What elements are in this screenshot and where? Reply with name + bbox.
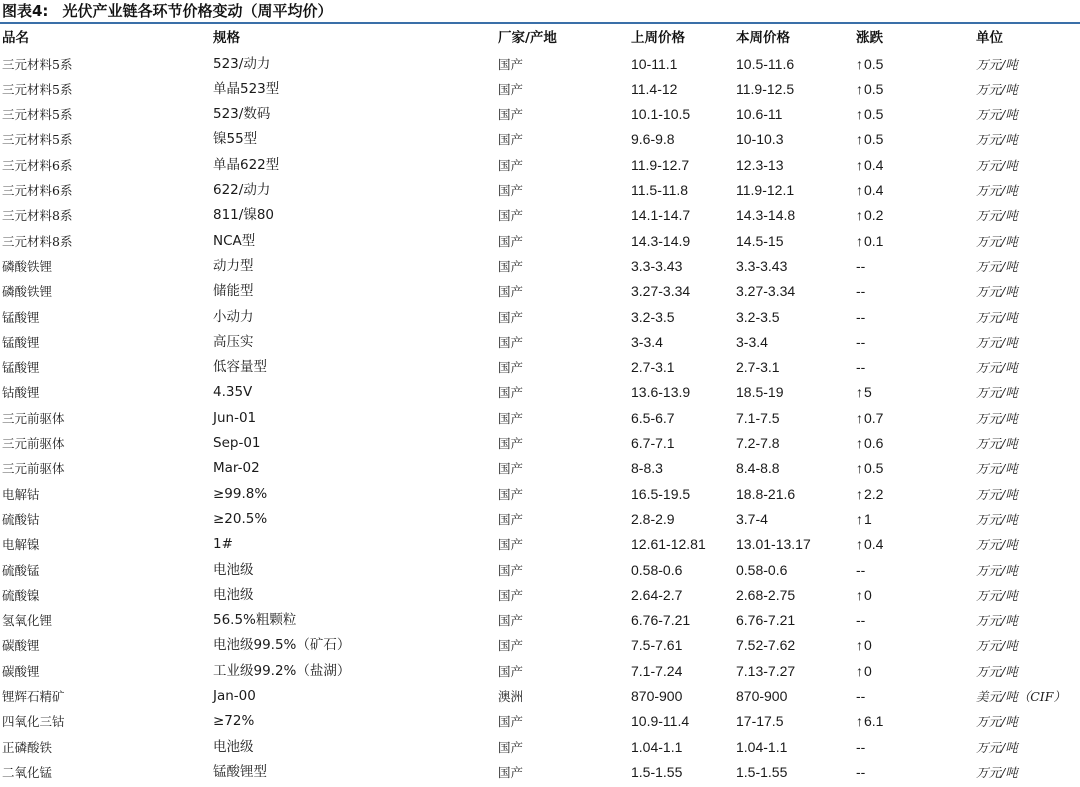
price-unit: 万元/吨 [976,613,1018,629]
last-week-price: 11.9-12.7 [631,156,690,173]
header-last-price: 上周价格 [631,30,685,46]
product-spec: 811/镍80 [213,207,274,224]
product-spec: 低容量型 [213,359,267,376]
product-name: 三元前驱体 [2,436,65,451]
this-week-price: 14.5-15 [736,232,784,249]
product-spec: 622/动力 [213,182,271,198]
product-origin: 国产 [498,183,524,198]
product-name: 磷酸铁锂 [2,258,53,274]
product-origin: 国产 [498,486,524,502]
product-origin: 国产 [498,208,524,224]
this-week-price: 7.2-7.8 [736,435,780,451]
table-row [0,355,1080,380]
table-row [0,583,1080,608]
this-week-price: 18.5-19 [736,384,784,401]
last-week-price: 6.5-6.7 [631,409,675,426]
table-row [0,482,1080,507]
table-row [0,178,1080,203]
figure-caption: 光伏产业链各环节价格变动（周平均价） [62,2,333,20]
this-week-price: 3.2-3.5 [736,308,780,325]
table-row [0,52,1080,77]
this-week-price: 3-3.4 [736,333,768,350]
last-week-price: 11.4-12 [631,80,678,97]
last-week-price: 2.7-3.1 [631,359,675,376]
product-name: 正磷酸铁 [2,739,53,755]
product-origin: 国产 [498,56,524,72]
figure-title [2,0,346,22]
price-unit: 万元/吨 [976,309,1018,325]
product-origin: 澳洲 [498,689,524,704]
price-change: ↑ 0.5 [856,102,883,127]
table-row [0,507,1080,532]
product-spec: Jan-00 [213,688,256,704]
price-unit: 万元/吨 [976,739,1018,755]
price-change: ↑ 0 [856,583,872,608]
header-spec: 规格 [213,30,240,46]
last-week-price: 14.3-14.9 [631,232,691,249]
price-change: ↑ 0.5 [856,77,883,102]
product-spec: 1# [213,536,233,553]
this-week-price: 11.9-12.1 [736,182,795,198]
product-name: 二氧化锰 [2,764,53,780]
table-row [0,77,1080,102]
price-unit: 万元/吨 [976,638,1018,654]
product-spec: NCA型 [213,232,256,249]
product-name: 三元材料6系 [2,157,73,173]
price-unit: 万元/吨 [976,334,1018,350]
product-origin: 国产 [498,587,524,603]
product-origin: 国产 [498,385,524,401]
product-spec: 工业级99.2%（盐湖） [213,662,351,679]
table-row [0,456,1080,481]
table-row [0,254,1080,279]
last-week-price: 10.9-11.4 [631,713,690,730]
product-origin: 国产 [498,613,524,629]
product-origin: 国产 [498,663,524,679]
table-row [0,760,1080,785]
price-unit: 万元/吨 [976,56,1018,72]
price-unit: 万元/吨 [976,537,1018,553]
price-change: ↑ 0.7 [856,406,883,431]
price-unit: 万元/吨 [976,486,1018,502]
table-row [0,102,1080,127]
product-name: 磷酸铁锂 [2,284,53,300]
price-unit: 万元/吨 [976,258,1018,274]
product-origin: 国产 [498,764,524,780]
product-spec: Mar-02 [213,460,260,477]
header-current-price: 本周价格 [736,30,790,46]
product-spec: 电池级99.5%（矿石） [213,637,351,654]
last-week-price: 7.5-7.61 [631,637,683,654]
last-week-price: 10-11.1 [631,55,678,72]
product-name: 碳酸锂 [2,663,40,679]
table-row [0,153,1080,178]
price-change: ↑ 0 [856,659,872,684]
table-header [0,26,1080,51]
price-unit: 万元/吨 [976,562,1018,578]
table-row [0,659,1080,684]
price-unit: 万元/吨 [976,663,1018,679]
price-unit: 万元/吨 [976,436,1018,451]
price-change: -- [856,738,866,755]
table-row [0,279,1080,304]
product-origin: 国产 [498,233,524,249]
this-week-price: 10.6-11 [736,106,783,123]
product-origin: 国产 [498,410,524,426]
table-row [0,305,1080,330]
price-change: ↑ 0.4 [856,153,883,178]
header-change: 涨跌 [856,30,883,46]
last-week-price: 3.3-3.43 [631,257,683,274]
product-spec: ≥72% [213,713,255,730]
product-name: 硫酸锰 [2,562,40,578]
price-unit: 万元/吨 [976,233,1018,249]
price-change: -- [856,283,866,300]
table-row [0,203,1080,228]
price-change: ↑ 6.1 [856,709,883,734]
price-change: ↑ 0.5 [856,127,883,152]
price-unit: 万元/吨 [976,714,1018,730]
this-week-price: 13.01-13.17 [736,536,811,553]
table-row [0,633,1080,658]
this-week-price: 7.1-7.5 [736,409,780,426]
product-spec: ≥99.8% [213,485,268,502]
price-change: -- [856,763,866,780]
product-name: 四氧化三钴 [2,714,65,730]
table-row [0,558,1080,583]
product-spec: 小动力 [213,308,254,325]
last-week-price: 6.76-7.21 [631,612,691,629]
price-change: -- [856,308,866,325]
price-change: -- [856,612,866,629]
product-origin: 国产 [498,638,524,654]
price-change: -- [856,688,866,704]
product-name: 锰酸锂 [2,334,40,350]
product-name: 三元材料5系 [2,107,73,123]
product-spec: 56.5%粗颗粒 [213,612,297,629]
price-change: ↑ 0.6 [856,431,883,456]
this-week-price: 2.7-3.1 [736,359,780,376]
price-change: -- [856,561,866,578]
header-unit: 单位 [976,30,1003,46]
product-origin: 国产 [498,334,524,350]
this-week-price: 0.58-0.6 [736,561,788,578]
product-spec: 单晶622型 [213,156,280,173]
last-week-price: 870-900 [631,688,683,704]
last-week-price: 0.58-0.6 [631,561,683,578]
product-name: 电解钴 [2,486,40,502]
price-change: ↑ 0 [856,633,872,658]
table-row [0,127,1080,152]
price-unit: 万元/吨 [976,360,1018,376]
last-week-price: 1.5-1.55 [631,763,683,780]
this-week-price: 3.7-4 [736,510,768,527]
product-origin: 国产 [498,511,524,527]
header-origin: 厂家/产地 [498,30,557,46]
product-name: 锰酸锂 [2,309,40,325]
this-week-price: 870-900 [736,688,788,704]
this-week-price: 17-17.5 [736,713,784,730]
price-unit: 万元/吨 [976,410,1018,426]
table-row [0,735,1080,760]
last-week-price: 14.1-14.7 [631,207,691,224]
price-unit: 万元/吨 [976,132,1018,148]
product-name: 三元前驱体 [2,410,65,426]
last-week-price: 12.61-12.81 [631,536,706,553]
last-week-price: 10.1-10.5 [631,106,691,123]
this-week-price: 10-10.3 [736,131,784,148]
this-week-price: 1.5-1.55 [736,763,788,780]
figure-label: 图表4: [2,2,49,20]
product-name: 锂辉石精矿 [2,689,65,704]
price-unit: 万元/吨 [976,461,1018,477]
last-week-price: 16.5-19.5 [631,485,691,502]
price-unit: 万元/吨 [976,157,1018,173]
last-week-price: 3.27-3.34 [631,283,691,300]
product-origin: 国产 [498,562,524,578]
product-name: 三元材料5系 [2,81,73,97]
product-origin: 国产 [498,461,524,477]
product-name: 三元材料8系 [2,208,73,224]
last-week-price: 3.2-3.5 [631,308,675,325]
product-spec: 4.35V [213,384,253,401]
price-change: ↑ 0.1 [856,229,883,254]
product-origin: 国产 [498,258,524,274]
product-name: 三元前驱体 [2,461,65,477]
product-spec: 锰酸锂型 [213,763,267,780]
this-week-price: 18.8-21.6 [736,485,796,502]
table-row [0,608,1080,633]
product-origin: 国产 [498,714,524,730]
this-week-price: 3.3-3.43 [736,257,788,274]
price-change: -- [856,257,866,274]
product-spec: ≥20.5% [213,510,268,527]
last-week-price: 2.64-2.7 [631,586,683,603]
price-change: ↑ 0.5 [856,52,883,77]
product-spec: Sep-01 [213,435,261,451]
table-row [0,330,1080,355]
price-change: ↑ 5 [856,380,872,405]
last-week-price: 8-8.3 [631,460,663,477]
product-origin: 国产 [498,436,524,451]
product-name: 硫酸钴 [2,511,40,527]
product-name: 三元材料5系 [2,132,73,148]
price-change: ↑ 0.4 [856,532,883,557]
price-unit: 万元/吨 [976,107,1018,123]
product-spec: 动力型 [213,257,254,274]
last-week-price: 1.04-1.1 [631,738,683,755]
price-unit: 万元/吨 [976,284,1018,300]
price-unit: 万元/吨 [976,511,1018,527]
last-week-price: 6.7-7.1 [631,435,675,451]
product-name: 电解镍 [2,537,40,553]
product-spec: 高压实 [213,333,254,350]
product-spec: Jun-01 [213,409,257,426]
last-week-price: 2.8-2.9 [631,510,675,527]
table-row [0,709,1080,734]
this-week-price: 12.3-13 [736,156,784,173]
price-change: ↑ 0.4 [856,178,883,203]
price-unit: 美元/吨（CIF） [976,689,1066,704]
this-week-price: 6.76-7.21 [736,612,796,629]
product-name: 三元材料6系 [2,183,73,198]
last-week-price: 11.5-11.8 [631,182,689,198]
product-name: 钴酸锂 [2,385,40,401]
this-week-price: 8.4-8.8 [736,460,780,477]
this-week-price: 7.52-7.62 [736,637,796,654]
product-spec: 电池级 [213,561,254,578]
this-week-price: 3.27-3.34 [736,283,796,300]
price-change: ↑ 2.2 [856,482,883,507]
table-row [0,431,1080,456]
product-name: 三元材料8系 [2,233,73,249]
product-origin: 国产 [498,309,524,325]
price-unit: 万元/吨 [976,764,1018,780]
price-unit: 万元/吨 [976,208,1018,224]
price-unit: 万元/吨 [976,81,1018,97]
table-row [0,684,1080,709]
product-spec: 单晶523型 [213,80,280,97]
price-change: ↑ 0.2 [856,203,883,228]
product-spec: 电池级 [213,738,254,755]
table-row [0,406,1080,431]
this-week-price: 10.5-11.6 [736,55,795,72]
last-week-price: 13.6-13.9 [631,384,691,401]
this-week-price: 1.04-1.1 [736,738,788,755]
product-name: 硫酸镍 [2,587,40,603]
product-origin: 国产 [498,360,524,376]
product-spec: 523/动力 [213,55,271,72]
this-week-price: 2.68-2.75 [736,586,796,603]
last-week-price: 3-3.4 [631,333,663,350]
product-origin: 国产 [498,81,524,97]
product-name: 三元材料5系 [2,56,73,72]
price-unit: 万元/吨 [976,587,1018,603]
product-spec: 镍55型 [213,131,258,148]
product-spec: 储能型 [213,283,254,300]
this-week-price: 14.3-14.8 [736,207,796,224]
product-origin: 国产 [498,284,524,300]
product-origin: 国产 [498,157,524,173]
product-spec: 523/数码 [213,106,271,123]
this-week-price: 7.13-7.27 [736,662,796,679]
title-divider [0,22,1080,24]
product-origin: 国产 [498,739,524,755]
price-change: -- [856,333,866,350]
price-change: ↑ 0.5 [856,456,883,481]
product-name: 氢氧化锂 [2,613,53,629]
table-row [0,380,1080,405]
product-name: 锰酸锂 [2,360,40,376]
this-week-price: 11.9-12.5 [736,80,795,97]
product-spec: 电池级 [213,586,254,603]
price-unit: 万元/吨 [976,183,1018,198]
price-change: ↑ 1 [856,507,872,532]
price-change: -- [856,359,866,376]
product-origin: 国产 [498,107,524,123]
table-row [0,229,1080,254]
table-row [0,532,1080,557]
header-name: 品名 [2,30,29,46]
price-unit: 万元/吨 [976,385,1018,401]
product-name: 碳酸锂 [2,638,40,654]
product-origin: 国产 [498,537,524,553]
product-origin: 国产 [498,132,524,148]
last-week-price: 7.1-7.24 [631,662,683,679]
last-week-price: 9.6-9.8 [631,131,675,148]
